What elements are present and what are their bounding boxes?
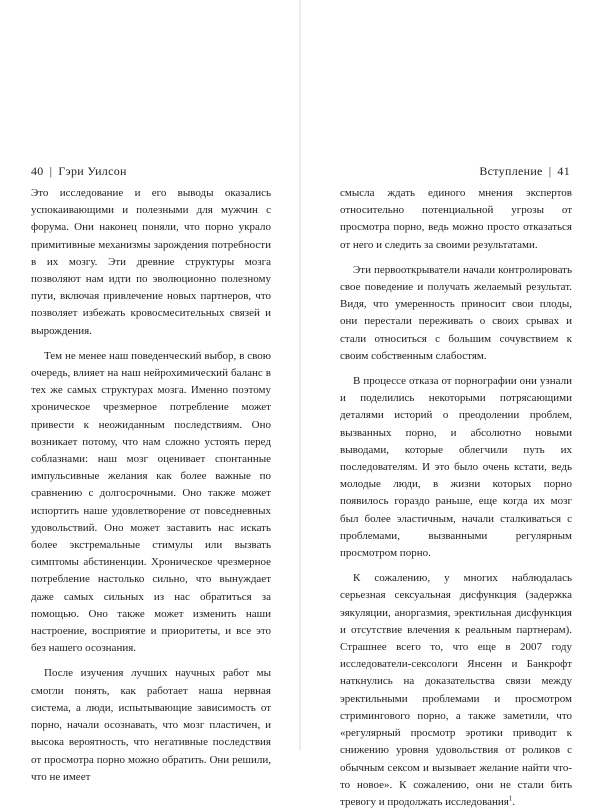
right-page-number: 41 — [557, 164, 570, 178]
header-separator: | — [548, 164, 552, 178]
left-body-text — [31, 185, 271, 786]
author-name: Гэри Уилсон — [58, 164, 127, 178]
left-page — [0, 0, 300, 783]
paragraph: Это исследование и его выводы оказались успокаивающими и полезными для мужчин с форума. Они наконец поняли, что порно украло примитивные механизмы зарождения потребности в их мозгу. Эти древние структуры мозга позволяют нам идти по эволюционно полезному пути, включая привлечение новых партнеров, что позволяет избежать кровосмесительных связей и вырождения. — [31, 187, 271, 337]
right-running-header — [479, 164, 570, 179]
right-page — [300, 0, 600, 808]
paragraph: В процессе отказа от порнографии они узнали и поделились некоторыми потрясающими деталями историй о преодолении проблем, вызванных порно, и абсолютно новыми выводами, которые облегчили путь их последователям. И это было очень кстати, ведь молодые люди, в жизни которых порно появилось гораздо раньше, еще когда их мозг был более эластичным, начали сталкиваться с проблемами, вызванными регулярным просмотром порно. — [340, 375, 572, 560]
header-separator: | — [49, 164, 53, 178]
paragraph: смысла ждать единого мнения экспертов относительно потенциальной угрозы от просмотра порно, ведь можно просто отказаться от него и следить за своими результатами. — [340, 187, 572, 251]
paragraph: После изучения лучших научных работ мы смогли понять, как работает наша нервная система, а люди, испытывающие зависимость от порно, начали осознавать, что мозг пластичен, и высока вероятность, что негативные последствия от просмотра порно можно обратить. Они решили, что не имеет — [31, 667, 271, 783]
left-page-number: 40 — [31, 164, 44, 178]
right-body-text — [340, 185, 572, 811]
left-running-header — [31, 164, 127, 179]
paragraph: К сожалению, у многих наблюдалась серьезная сексуальная дисфункция (задержка эякуляции, аноргазмия, эректильная дисфункция и отсутствие влечения к реальным партнерам). Страшнее всего то, что еще в 2007 году исследователи-сексологи Янсенн и Банкрофт наткнулись на доказательства связи между эректильными проблемами и просмотром стримингового порно, а также заметили, что «регулярный просмотр эротики приводит к снижению уровня удовольствия от роликов с обычным сексом и вызывает желание найти что-то новое». К сожалению, они не стали бить тревогу и продолжать исследования$^1$. — [340, 572, 572, 808]
footnote-marker[interactable]: 1 — [508, 794, 513, 803]
paragraph: Эти первооткрыватели начали контролировать свое поведение и получать желаемый результат. Видя, что умеренность приносит свои плоды, они перестали переживать о своих срывах и стали относиться с большим сочувствием к своим собственным слабостям. — [340, 263, 572, 362]
section-title: Вступление — [479, 164, 543, 178]
paragraph: Тем не менее наш поведенческий выбор, в свою очередь, влияет на наш нейрохимический баланс в тех же самых структурах мозга. Именно поэтому хроническое чрезмерное потребление может привести к неожиданным последствиям. Оно возникает потому, что нам сложно устоять перед соблазнами: наш мозг оценивает спонтанные импульсивные желания как более важные по сравнению с долгосрочными. Оно также может испортить наше удовлетворение от повседневных удовольствий. Оно может заставить нас искать более экстремальные стимулы или вызвать симптомы абстиненции. Хроническое чрезмерное потребление настолько сильно, что вынуждает даже самых сильных из нас обратиться за помощью. Оно также может изменить наши настроение, восприятие и приоритеты, и все это без нашего осознания. — [31, 349, 271, 655]
paragraph-text: К сожалению, у многих наблюдалась серьезная сексуальная дисфункция (задержка эякуляции, аноргазмия, эректильная дисфункция и отсутствие влечения к реальным партнерам). Страшнее всего то, что еще в 2007 году исследователи-сексологи Янсенн и Банкрофт наткнулись на доказательства связи между эректильными проблемами и просмотром стримингового порно, а также заметили, что «регулярный просмотр эротики приводит к снижению уровня удовольствия от роликов с обычным сексом и вызывает желание найти что-то новое». К сожалению, они не стали бить тревогу и продолжать исследования — [340, 572, 572, 808]
